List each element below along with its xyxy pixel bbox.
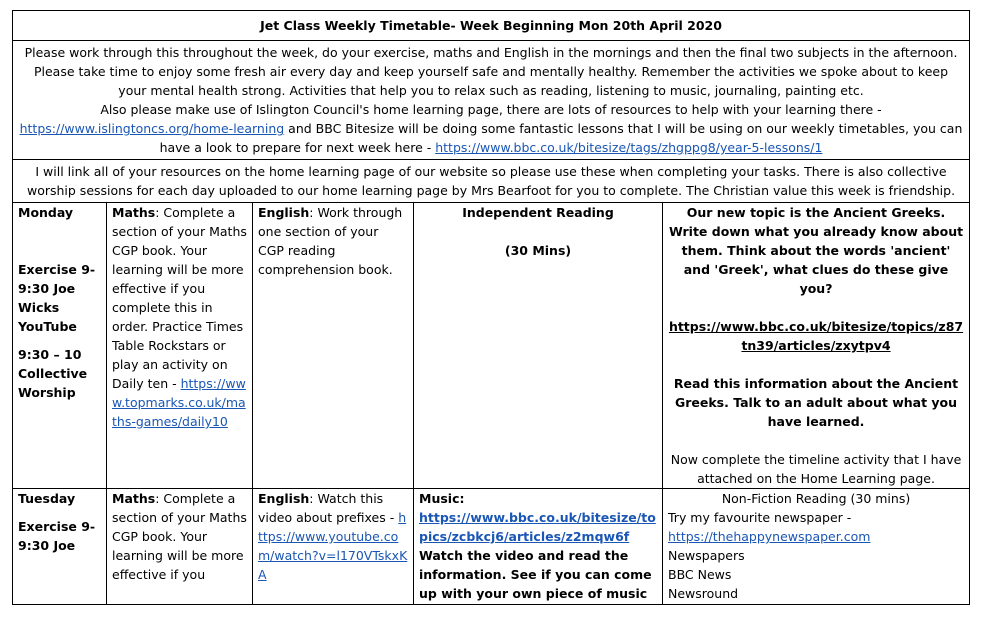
tuesday-nonfiction-cell [663,489,970,605]
monday-day-cell [13,203,107,489]
nonfiction-text: Try my favourite newspaper - [668,510,852,525]
tuesday-maths-cell [107,489,253,605]
happy-newspaper-link[interactable]: https://thehappynewspaper.com [668,529,871,544]
reading-time: (30 Mins) [504,243,572,258]
tuesday-day-cell [13,489,107,605]
nonfiction-item-newsround: Newsround [668,586,739,601]
english-label: English [258,205,310,220]
intro-text: Please work through this throughout the week, do your exercise, maths and English in the mornings and then the final two subjects in the afternoon. Please take time to enjoy some fresh air every day and keep yourself safe and mentally healthy. Remember the activities we spoke about to keep your mental health strong. Activities that help you to relax such as reading, listening to music, journaling, painting etc. [24,45,958,98]
monday-exercise: Exercise 9-9:30 Joe Wicks YouTube [18,262,96,334]
islington-link[interactable]: https://www.islingtoncs.org/home-learning [19,121,285,136]
monday-topic-cell [663,203,970,489]
reading-title: Independent Reading [462,205,614,220]
timetable-title: Jet Class Weekly Timetable- Week Beginning Mon 20th April 2020 [13,11,970,41]
tuesday-exercise: Exercise 9-9:30 Joe [18,519,96,553]
intro-bbc-text: and BBC Bitesize will be doing some fantastic lessons that I will be using on our weekly timetables, you can have a look to prepare for next week here - [159,121,963,155]
monday-english-cell [253,203,414,489]
nonfiction-item-newspapers: Newspapers [668,548,745,563]
tuesday-label: Tuesday [18,491,76,506]
monday-label: Monday [18,205,74,220]
prefixes-video-link[interactable]: https://www.youtube.com/watch?v=l170VTskxKA [258,510,408,582]
topic-timeline: Now complete the timeline activity that I have attached on the Home Learning page. [670,452,962,486]
tuesday-english-cell [253,489,414,605]
resources-note: I will link all of your resources on the home learning page of our website so please use these when completing your tasks. There is also collective worship sessions for each day uploaded to our home learning page by Mrs Bearfoot for you to complete. The Christian value this week is friendship. [13,160,970,203]
tuesday-music-cell [414,489,663,605]
topic-intro: Our new topic is the Ancient Greeks. Write down what you already know about them. Think about the words 'ancient' and 'Greek', what clues do these give you? [668,205,964,296]
bbc-bitesize-link[interactable]: https://www.bbc.co.uk/bitesize/tags/zhgppg8/year-5-lessons/1 [435,140,823,155]
tuesday-maths-text: : Complete a section of your Maths CGP book. Your learning will be more effective if you [112,491,247,582]
maths-label: Maths [112,205,156,220]
music-link[interactable]: https://www.bbc.co.uk/bitesize/topics/zcbkcj6/articles/z2mqw6f [419,510,656,544]
monday-reading-cell [414,203,663,489]
tuesday-row [13,489,970,605]
nonfiction-item-bbc-news: BBC News [668,567,732,582]
maths-label: Maths [112,491,156,506]
timetable-table [12,10,970,605]
daily-ten-link[interactable]: https://www.topmarks.co.uk/maths-games/daily10 [112,376,246,429]
monday-maths-text: : Complete a section of your Maths CGP book. Your learning will be more effective if you complete this in order. Practice Times Table Rockstars or play an activity on Daily ten - [112,205,247,391]
nonfiction-title: Non-Fiction Reading (30 mins) [721,491,911,506]
monday-english-text: : Work through one section of your CGP reading comprehension book. [258,205,403,277]
tuesday-english-text: : Watch this video about prefixes - [258,491,399,525]
topic-read: Read this information about the Ancient Greeks. Talk to an adult about what you have learned. [673,376,959,429]
monday-maths-cell [107,203,253,489]
ancient-greeks-link[interactable]: https://www.bbc.co.uk/bitesize/topics/z87tn39/articles/zxytpv4 [668,319,964,353]
monday-row [13,203,970,489]
intro-islington-text: Also please make use of Islington Council's home learning page, there are lots of resources to help with your learning there - [100,102,882,117]
english-label: English [258,491,310,506]
intro-paragraph [13,41,970,160]
music-text: Watch the video and read the information. See if you can come up with your own piece of music [419,548,652,601]
music-label: Music: [419,491,465,506]
monday-worship: 9:30 – 10 Collective Worship [18,347,88,400]
